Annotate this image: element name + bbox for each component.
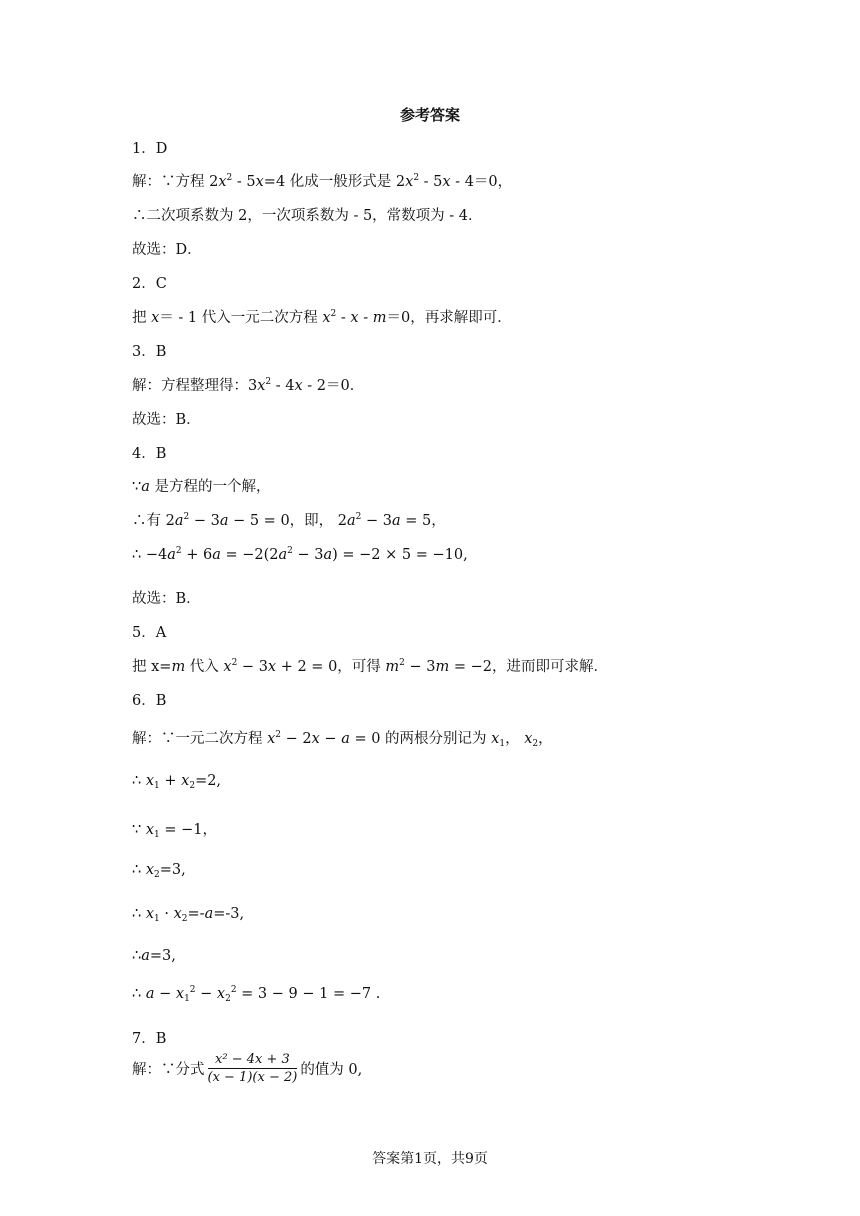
- answer-6-heading: 6．B: [132, 693, 167, 709]
- fraction: [208, 1052, 298, 1085]
- answer-4-line-1: ∵a 是方程的一个解，: [132, 479, 271, 495]
- answer-6-line-3: ∵ $x_1 = -1$，: [132, 822, 218, 840]
- answer-4-heading: 4．B: [132, 446, 167, 462]
- answer-1-line-1: 解：∵方程 $2x^2 - 5x=4$ 化成一般形式是 $2x^2 - 5x - 4=0$，: [132, 173, 513, 190]
- fraction-denominator: (x − 1)(x − 2): [207, 1070, 298, 1085]
- answer-3-line-1: 解：方程整理得：$3x^2 - 4x - 2=0$．: [132, 377, 365, 394]
- page-title: 参考答案: [399, 106, 460, 124]
- answer-4-line-2: ∴有 $2a^2 - 3a - 5 = 0$，即， $2a^2 - 3a = 5$，: [132, 512, 446, 529]
- answer-1-line-3: 故选：D．: [132, 242, 202, 258]
- answer-6-line-7: ∴ $a - x_1^2 - x_2^2 = 3 - 9 - 1 = -7$ .: [132, 985, 381, 1004]
- answer-7-line-1: 解：∵分式 $\frac{\text{x² − 4x + 3}}{(x - 1)(x - 2)}$ 的值为 0,: [132, 1052, 363, 1085]
- answer-1-line-2: ∴二次项系数为 2，一次项系数为 - 5，常数项为 - 4．: [132, 208, 483, 224]
- answer-6-line-5: ∴ $x_1 \cdot x_2=-a=-3$,: [132, 906, 245, 924]
- answer-5-line-1: 把 x=m 代入 $x^2 - 3x + 2 = 0$，可得 $m^2 - 3m = -2$，进而即可求解．: [132, 658, 608, 675]
- answer-3-heading: 3．B: [132, 344, 167, 360]
- answer-6-line-1: 解：∵一元二次方程 $x^2 - 2x - a = 0$ 的两根分别记为 $x_1$， $x_2$，: [132, 730, 553, 749]
- fraction-numerator: x² − 4x + 3: [208, 1052, 298, 1069]
- answer-7-heading: 7．B: [132, 1031, 167, 1047]
- answer-2-line-1: 把 x＝ - 1 代入一元二次方程 $x^2 - x - m=0$，再求解即可．: [132, 309, 512, 326]
- answer-4-line-3: ∴ $-4a^2 + 6a = -2(2a^2 - 3a) = -2 \times 5 = -10$,: [132, 546, 468, 563]
- answer-2-heading: 2．C: [132, 276, 167, 292]
- answer-6-line-2: ∴ $x_1 + x_2=2$,: [132, 773, 222, 791]
- answer-3-line-2: 故选：B．: [132, 412, 201, 428]
- answer-6-line-6: ∴a=3,: [132, 948, 176, 964]
- answer-1-heading: 1．D: [132, 141, 168, 157]
- answer-5-heading: 5．A: [132, 625, 167, 641]
- answer-4-line-4: 故选：B．: [132, 591, 201, 607]
- answer-6-line-4: ∴ $x_2=3$,: [132, 862, 186, 880]
- page-footer: 答案第1页，共9页: [372, 1151, 488, 1167]
